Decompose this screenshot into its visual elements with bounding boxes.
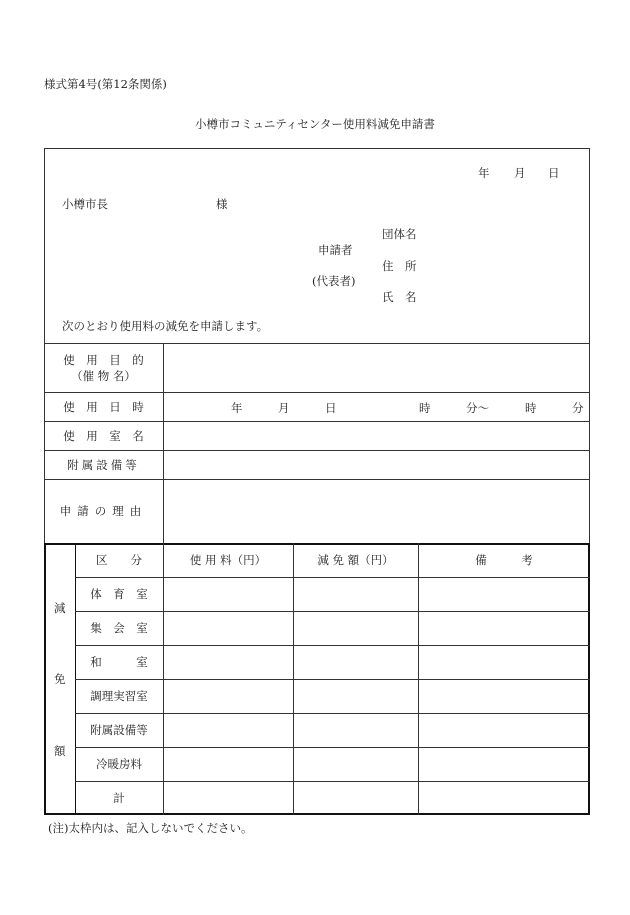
footer-note: (注)太枠内は、記入しないでください。 <box>48 821 253 835</box>
addressee-honorific: 様 <box>216 197 228 211</box>
dt-month: 月 <box>278 401 290 415</box>
category-heating-cooling: 冷暖房料 <box>96 757 142 771</box>
reason-label: 申請の理由 <box>59 504 148 518</box>
dt-day: 日 <box>325 401 337 415</box>
person-name-label: 氏 名 <box>382 290 417 304</box>
header-category: 区 分 <box>96 553 142 567</box>
category-total: 計 <box>113 791 125 805</box>
category-equipment: 附属設備等 <box>90 723 148 737</box>
form-number: 様式第4号(第12条関係) <box>44 77 167 91</box>
datetime-label: 使 用 日 時 <box>63 399 144 414</box>
event-name-label: （催 物 名） <box>71 368 136 383</box>
dt-year: 年 <box>231 401 243 415</box>
category-meeting-room: 集 会 室 <box>90 621 148 635</box>
addressee-name: 小樽市長 <box>62 197 108 211</box>
header-remarks: 備 考 <box>475 553 533 567</box>
equipment-label: 附属設備等 <box>67 457 140 472</box>
representative-label: (代表者) <box>312 274 356 288</box>
date-month: 月 <box>514 166 526 180</box>
applicant-label: 申請者 <box>318 243 353 257</box>
header-reduction: 減 免 額（円） <box>317 553 394 567</box>
purpose-label <box>44 343 163 392</box>
label-column-divider <box>163 343 164 543</box>
side-label-2: 免 <box>54 672 66 686</box>
category-japanese-room: 和 室 <box>90 655 148 669</box>
dt-hour: 時 <box>419 401 431 415</box>
org-name-label: 団体名 <box>382 227 417 241</box>
request-text: 次のとおり使用料の減免を申請します。 <box>62 319 269 333</box>
dt-minute2: 分 <box>572 401 584 415</box>
dt-hour2: 時 <box>525 401 537 415</box>
purpose-label-text: 使 用 目 的 <box>63 352 144 367</box>
date-day: 日 <box>548 166 560 180</box>
address-label: 住 所 <box>382 259 417 273</box>
room-label: 使 用 室 名 <box>63 428 144 443</box>
date-year: 年 <box>478 166 490 180</box>
category-cooking-room: 調理実習室 <box>90 689 148 703</box>
category-gym: 体 育 室 <box>90 587 148 601</box>
header-fee: 使 用 料（円） <box>189 553 267 567</box>
page-title: 小樽市コミュニティセンター使用料減免申請書 <box>195 117 435 131</box>
side-label-1: 減 <box>54 601 66 615</box>
dt-minute-range: 分〜 <box>466 401 489 415</box>
side-label-3: 額 <box>54 744 66 758</box>
